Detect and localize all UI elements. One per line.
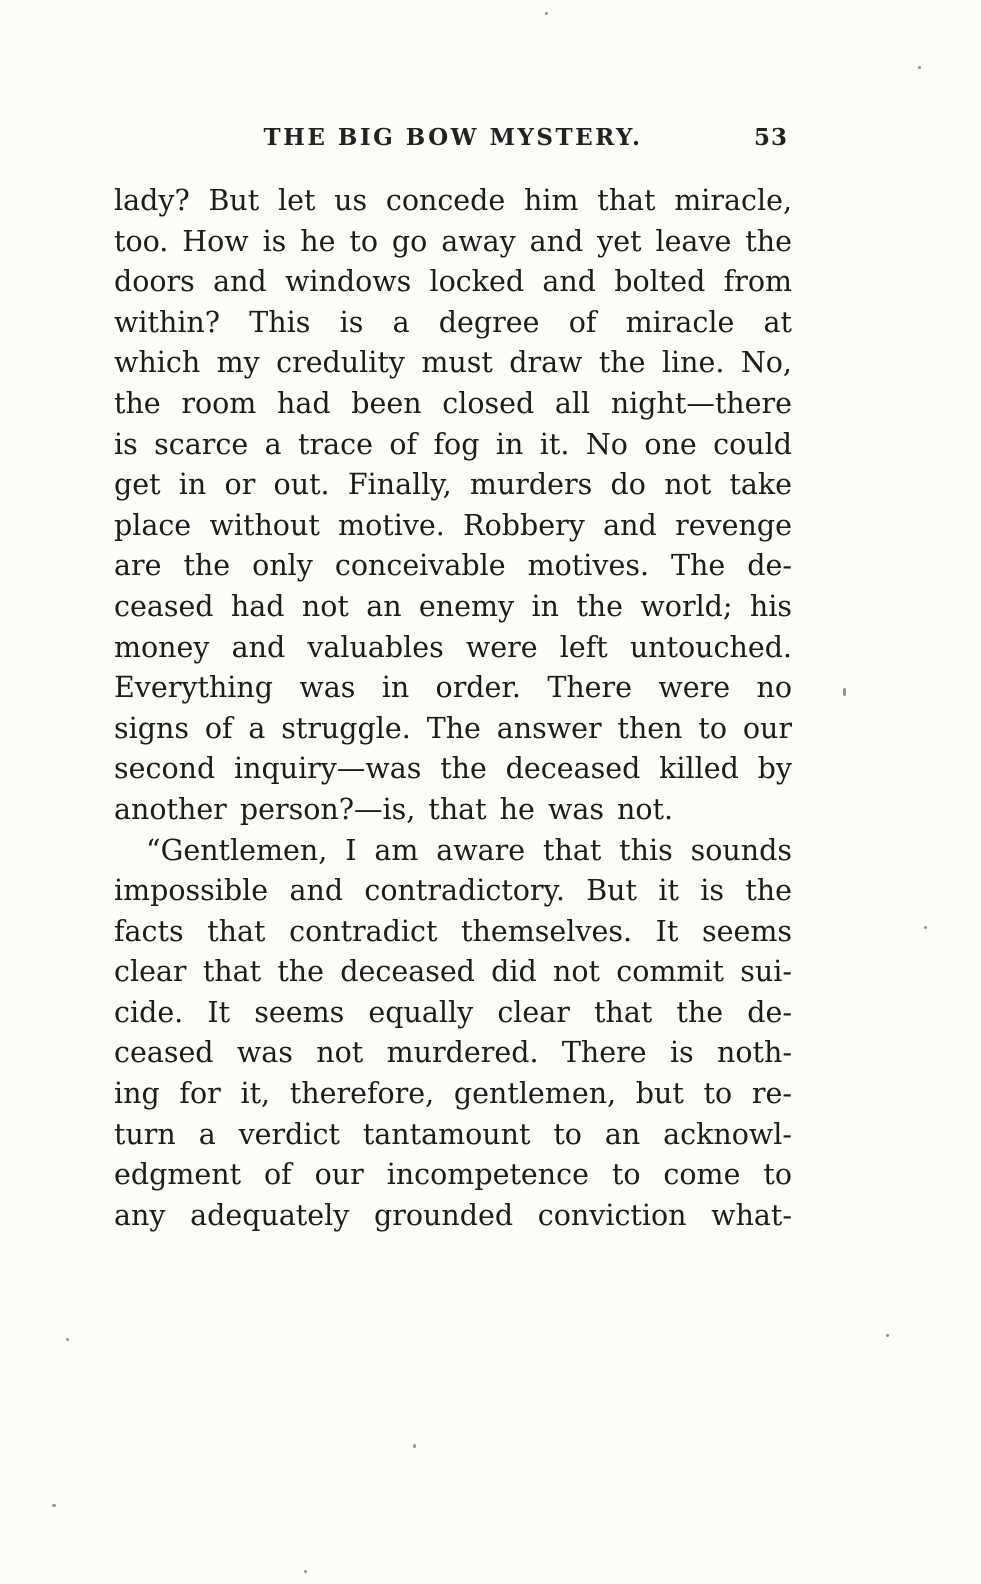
paragraph — [114, 831, 792, 1237]
text-line: another person?—is, that he was not. — [114, 792, 674, 826]
text-line: place without motive. Robbery and revenge — [114, 508, 792, 542]
text-line: second inquiry—was the deceased killed by — [114, 752, 792, 786]
text-line: get in or out. Finally, murders do not take — [114, 468, 792, 502]
scan-speckle — [545, 12, 548, 15]
scan-speckle — [304, 1570, 307, 1573]
scan-speckle — [924, 926, 927, 929]
text-line: turn a verdict tantamount to an acknowl- — [114, 1117, 792, 1151]
text-line: any adequately grounded conviction what- — [114, 1198, 792, 1232]
text-line: too. How is he to go away and yet leave the — [114, 224, 792, 258]
text-line: ceased had not an enemy in the world; his — [114, 589, 792, 623]
text-line: impossible and contradictory. But it is the — [114, 874, 792, 908]
paragraph — [114, 181, 792, 831]
text-line: clear that the deceased did not commit sui- — [114, 955, 792, 989]
text-line: the room had been closed all night—there — [114, 386, 792, 420]
page-number: 53 — [753, 124, 788, 151]
scan-speckle — [52, 1504, 56, 1507]
running-title: THE BIG BOW MYSTERY. — [263, 124, 643, 151]
scan-speckle — [918, 66, 921, 69]
text-line: is scarce a trace of fog in it. No one could — [114, 427, 792, 461]
text-line: lady? But let us concede him that miracle, — [114, 184, 792, 217]
text-line: doors and windows locked and bolted from — [114, 265, 792, 299]
text-line: Everything was in order. There were no — [114, 671, 792, 705]
text-line: are the only conceivable motives. The de- — [114, 549, 792, 583]
text-block — [114, 181, 792, 1236]
text-line: money and valuables were left untouched. — [114, 630, 792, 664]
scan-speckle — [886, 1334, 889, 1337]
text-line: signs of a struggle. The answer then to our — [114, 711, 792, 745]
scan-speckle — [413, 1444, 416, 1448]
text-line: “Gentlemen, I am aware that this sounds — [146, 833, 792, 867]
text-line: which my credulity must draw the line. No, — [114, 346, 792, 380]
text-line: edgment of our incompetence to come to — [114, 1158, 792, 1192]
scan-speckle — [66, 1338, 69, 1341]
text-line: facts that contradict themselves. It seems — [114, 914, 792, 948]
text-line: cide. It seems equally clear that the de- — [114, 995, 792, 1029]
text-line: ceased was not murdered. There is noth- — [114, 1036, 792, 1070]
scan-speckle — [843, 688, 846, 696]
text-line: within? This is a degree of miracle at — [114, 305, 792, 339]
text-line: ing for it, therefore, gentlemen, but to re- — [114, 1077, 792, 1111]
page-header — [114, 124, 792, 160]
